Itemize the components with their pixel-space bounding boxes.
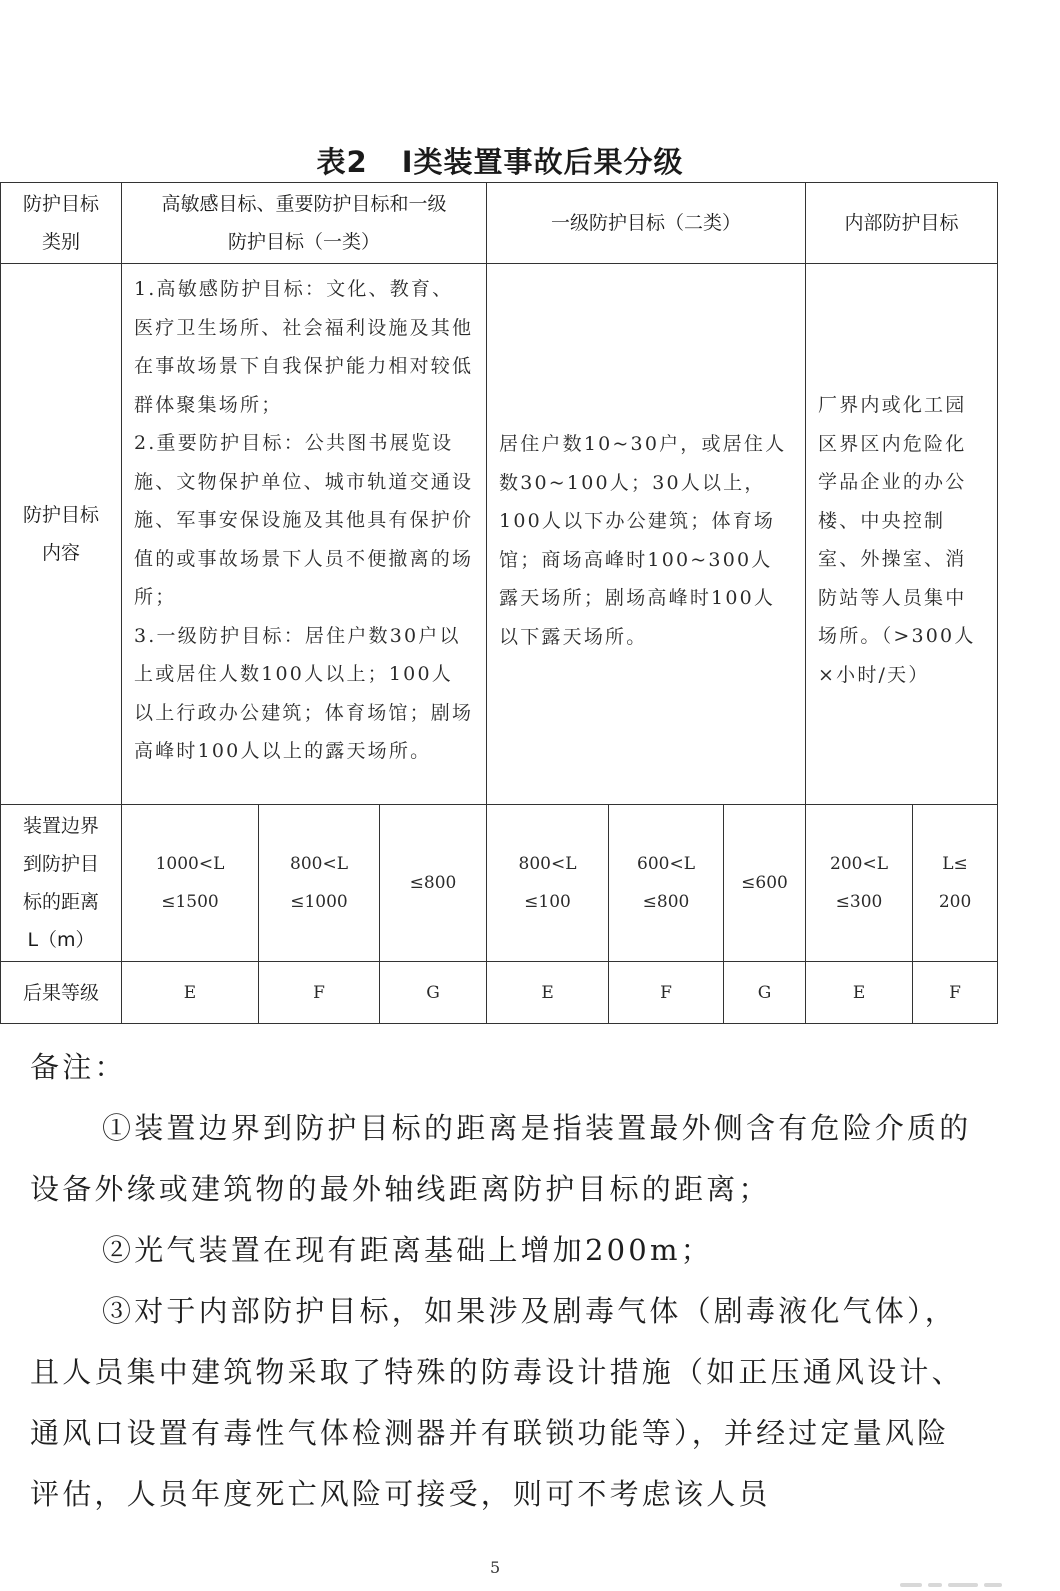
corner-header-line: 类别 xyxy=(41,231,80,253)
distance-line: 200<L xyxy=(830,854,889,874)
content-class1-item: 2.重要防护目标：公共图书展览设施、文物保护单位、城市轨道交通设施、军事安保设施及其他具有保护价值的或事故场景下人员不便撤离的场所； xyxy=(134,432,474,608)
corner-header-cell xyxy=(1,183,122,264)
watermark-mark xyxy=(900,1572,1020,1582)
content-row-label xyxy=(1,264,122,805)
header-internal xyxy=(806,183,998,264)
grade-cell: E xyxy=(487,962,609,1024)
grade-cell: G xyxy=(724,962,806,1024)
corner-header-line: 防护目标 xyxy=(22,193,99,215)
content-class2 xyxy=(487,264,806,805)
distance-label-line: L（m） xyxy=(27,929,95,951)
distance-cell xyxy=(724,805,806,962)
notes-section xyxy=(30,1037,980,1525)
content-class1 xyxy=(122,264,487,805)
distance-line: 1000<L xyxy=(155,854,225,874)
content-label-line: 内容 xyxy=(41,542,80,564)
note-item: ①装置边界到防护目标的距离是指装置最外侧含有危险介质的设备外缘或建筑物的最外轴线距离防护目标的距离； xyxy=(30,1111,972,1206)
content-class2-text: 居住户数10~30户，或居住人数30~100人；30人以上，100人以下办公建筑；体育场馆；商场高峰时100~300人露天场所；剧场高峰时100人以下露天场所。 xyxy=(499,433,787,648)
distance-line: 800<L xyxy=(290,854,348,874)
distance-line: 800<L xyxy=(518,854,577,874)
distance-cell xyxy=(487,805,609,962)
grade-row xyxy=(1,962,998,1024)
header-row xyxy=(1,183,998,264)
header-internal-line: 内部防护目标 xyxy=(844,212,959,234)
grade-cell: F xyxy=(609,962,724,1024)
page-number: 5 xyxy=(490,1558,501,1577)
table-title xyxy=(0,140,1000,181)
distance-line: ≤1500 xyxy=(161,892,219,912)
distance-cell xyxy=(609,805,724,962)
distance-row xyxy=(1,805,998,962)
distance-line: ≤1000 xyxy=(290,892,348,912)
header-class1-line: 高敏感目标、重要防护目标和一级 xyxy=(161,193,447,215)
distance-cell xyxy=(913,805,998,962)
content-label-line: 防护目标 xyxy=(22,504,99,526)
grade-cell: E xyxy=(122,962,259,1024)
notes-heading: 备注： xyxy=(30,1050,127,1084)
distance-cell xyxy=(122,805,259,962)
content-class1-item: 1.高敏感防护目标：文化、教育、医疗卫生场所、社会福利设施及其他在事故场景下自我保护能力相对较低群体聚集场所； xyxy=(134,278,474,416)
distance-line: ≤600 xyxy=(741,873,788,893)
header-class2-line: 一级防护目标（二类） xyxy=(551,212,742,234)
distance-line: 600<L xyxy=(637,854,696,874)
distance-row-label xyxy=(1,805,122,962)
content-row xyxy=(1,264,998,805)
distance-cell xyxy=(259,805,380,962)
distance-label-line: 到防护目 xyxy=(22,853,99,875)
distance-line: ≤800 xyxy=(409,873,457,893)
grade-cell: F xyxy=(259,962,380,1024)
header-class1 xyxy=(122,183,487,264)
distance-line: ≤800 xyxy=(642,892,690,912)
content-class1-item: 3.一级防护目标：居住户数30户以上或居住人数100人以上；100人以上行政办公建筑；体育场馆；剧场高峰时100人以上的露天场所。 xyxy=(134,624,474,762)
table-number: 表2 xyxy=(316,145,368,179)
distance-line: ≤100 xyxy=(524,892,571,912)
distance-line: ≤300 xyxy=(835,892,883,912)
consequence-grade-table xyxy=(0,182,998,1024)
note-item: ③对于内部防护目标，如果涉及剧毒气体（剧毒液化气体），且人员集中建筑物采取了特殊的防毒设计措施（如正压通风设计、通风口设置有毒性气体检测器并有联锁功能等），并经过定量风险评估，人员年度死亡风险可接受，则可不考虑该人员 xyxy=(30,1294,964,1511)
distance-line: L≤ xyxy=(942,854,968,874)
distance-cell xyxy=(380,805,487,962)
grade-cell: G xyxy=(380,962,487,1024)
header-class2 xyxy=(487,183,806,264)
distance-cell xyxy=(806,805,913,962)
grade-cell: E xyxy=(806,962,913,1024)
grade-cell: F xyxy=(913,962,998,1024)
table-title-text: Ⅰ类装置事故后果分级 xyxy=(401,145,684,179)
content-internal xyxy=(806,264,998,805)
distance-line: 200 xyxy=(938,892,972,912)
distance-label-line: 装置边界 xyxy=(22,815,99,837)
header-class1-line: 防护目标（一类） xyxy=(228,231,381,253)
grade-row-label: 后果等级 xyxy=(1,962,122,1024)
content-internal-text: 厂界内或化工园区界区内危险化学品企业的办公楼、中央控制室、外操室、消防站等人员集中场所。（>300人×小时/天） xyxy=(818,394,976,686)
distance-label-line: 标的距离 xyxy=(22,891,99,913)
note-item: ②光气装置在现有距离基础上增加200m； xyxy=(102,1233,713,1267)
